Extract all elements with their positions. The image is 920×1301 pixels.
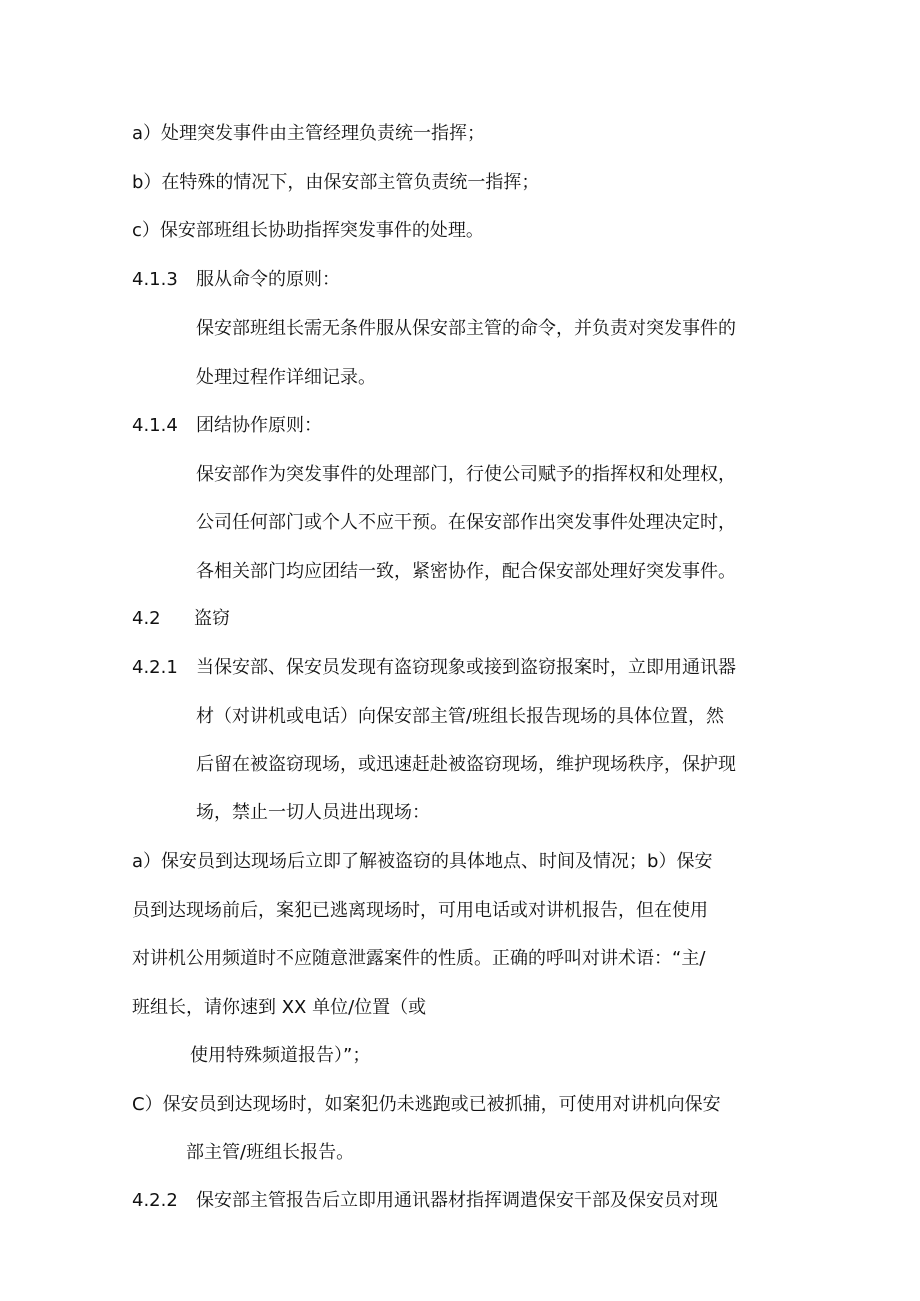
list-item-b: b）在特殊的情况下，由保安部主管负责统一指挥；: [132, 172, 540, 193]
section-number-4-2-2: 4.2.2: [132, 1190, 178, 1211]
paragraph-c-line-1: C）保安员到达现场时，如案犯仍未逃跑或已被抓捕，可使用对讲机向保安: [132, 1094, 721, 1115]
section-number-4-1-4: 4.1.4: [132, 415, 178, 436]
section-title-4-1-4: 团结协作原则：: [196, 415, 322, 436]
section-body-4-2-1-line-2: 材（对讲机或电话）向保安部主管/班组长报告现场的具体位置，然: [196, 706, 725, 727]
section-number-4-2: 4.2: [132, 608, 161, 629]
section-number-4-2-1: 4.2.1: [132, 657, 178, 678]
section-body-4-1-3-line-2: 处理过程作详细记录。: [196, 367, 376, 388]
section-title-4-1-3: 服从命令的原则：: [196, 269, 340, 290]
section-body-4-2-1-line-1: 当保安部、保安员发现有盗窃现象或接到盗窃报案时，立即用通讯器: [196, 657, 736, 678]
paragraph-ab-line-2: 员到达现场前后，案犯已逃离现场时，可用电话或对讲机报告，但在使用: [132, 900, 708, 921]
list-item-c: c）保安部班组长协助指挥突发事件的处理。: [132, 220, 484, 241]
section-body-4-1-4-line-3: 各相关部门均应团结一致，紧密协作，配合保安部处理好突发事件。: [196, 561, 736, 582]
section-body-4-1-3-line-1: 保安部班组长需无条件服从保安部主管的命令，并负责对突发事件的: [196, 318, 736, 339]
section-body-4-1-4-line-1: 保安部作为突发事件的处理部门，行使公司赋予的指挥权和处理权，: [196, 464, 736, 485]
paragraph-c-line-2: 部主管/班组长报告。: [186, 1142, 355, 1163]
section-body-4-1-4-line-2: 公司任何部门或个人不应干预。在保安部作出突发事件处理决定时，: [196, 512, 736, 533]
paragraph-ab-line-3: 对讲机公用频道时不应随意泄露案件的性质。正确的呼叫对讲术语：“主/: [132, 948, 706, 969]
paragraph-ab-line-1: a）保安员到达现场后立即了解被盗窃的具体地点、时间及情况；b）保安: [132, 851, 713, 872]
section-title-4-2: 盗窃: [194, 608, 230, 629]
section-number-4-1-3: 4.1.3: [132, 269, 178, 290]
paragraph-ab-line-4: 班组长，请你速到 XX 单位/位置（或: [132, 997, 427, 1018]
section-body-4-2-1-line-4: 场，禁止一切人员进出现场：: [196, 802, 430, 823]
section-body-4-2-1-line-3: 后留在被盗窃现场，或迅速赶赴被盗窃现场，维护现场秩序，保护现: [196, 754, 736, 775]
section-body-4-2-2-line-1: 保安部主管报告后立即用通讯器材指挥调遣保安干部及保安员对现: [196, 1190, 718, 1211]
list-item-a: a）处理突发事件由主管经理负责统一指挥；: [132, 123, 486, 144]
paragraph-ab-continuation: 使用特殊频道报告）”；: [190, 1045, 371, 1066]
